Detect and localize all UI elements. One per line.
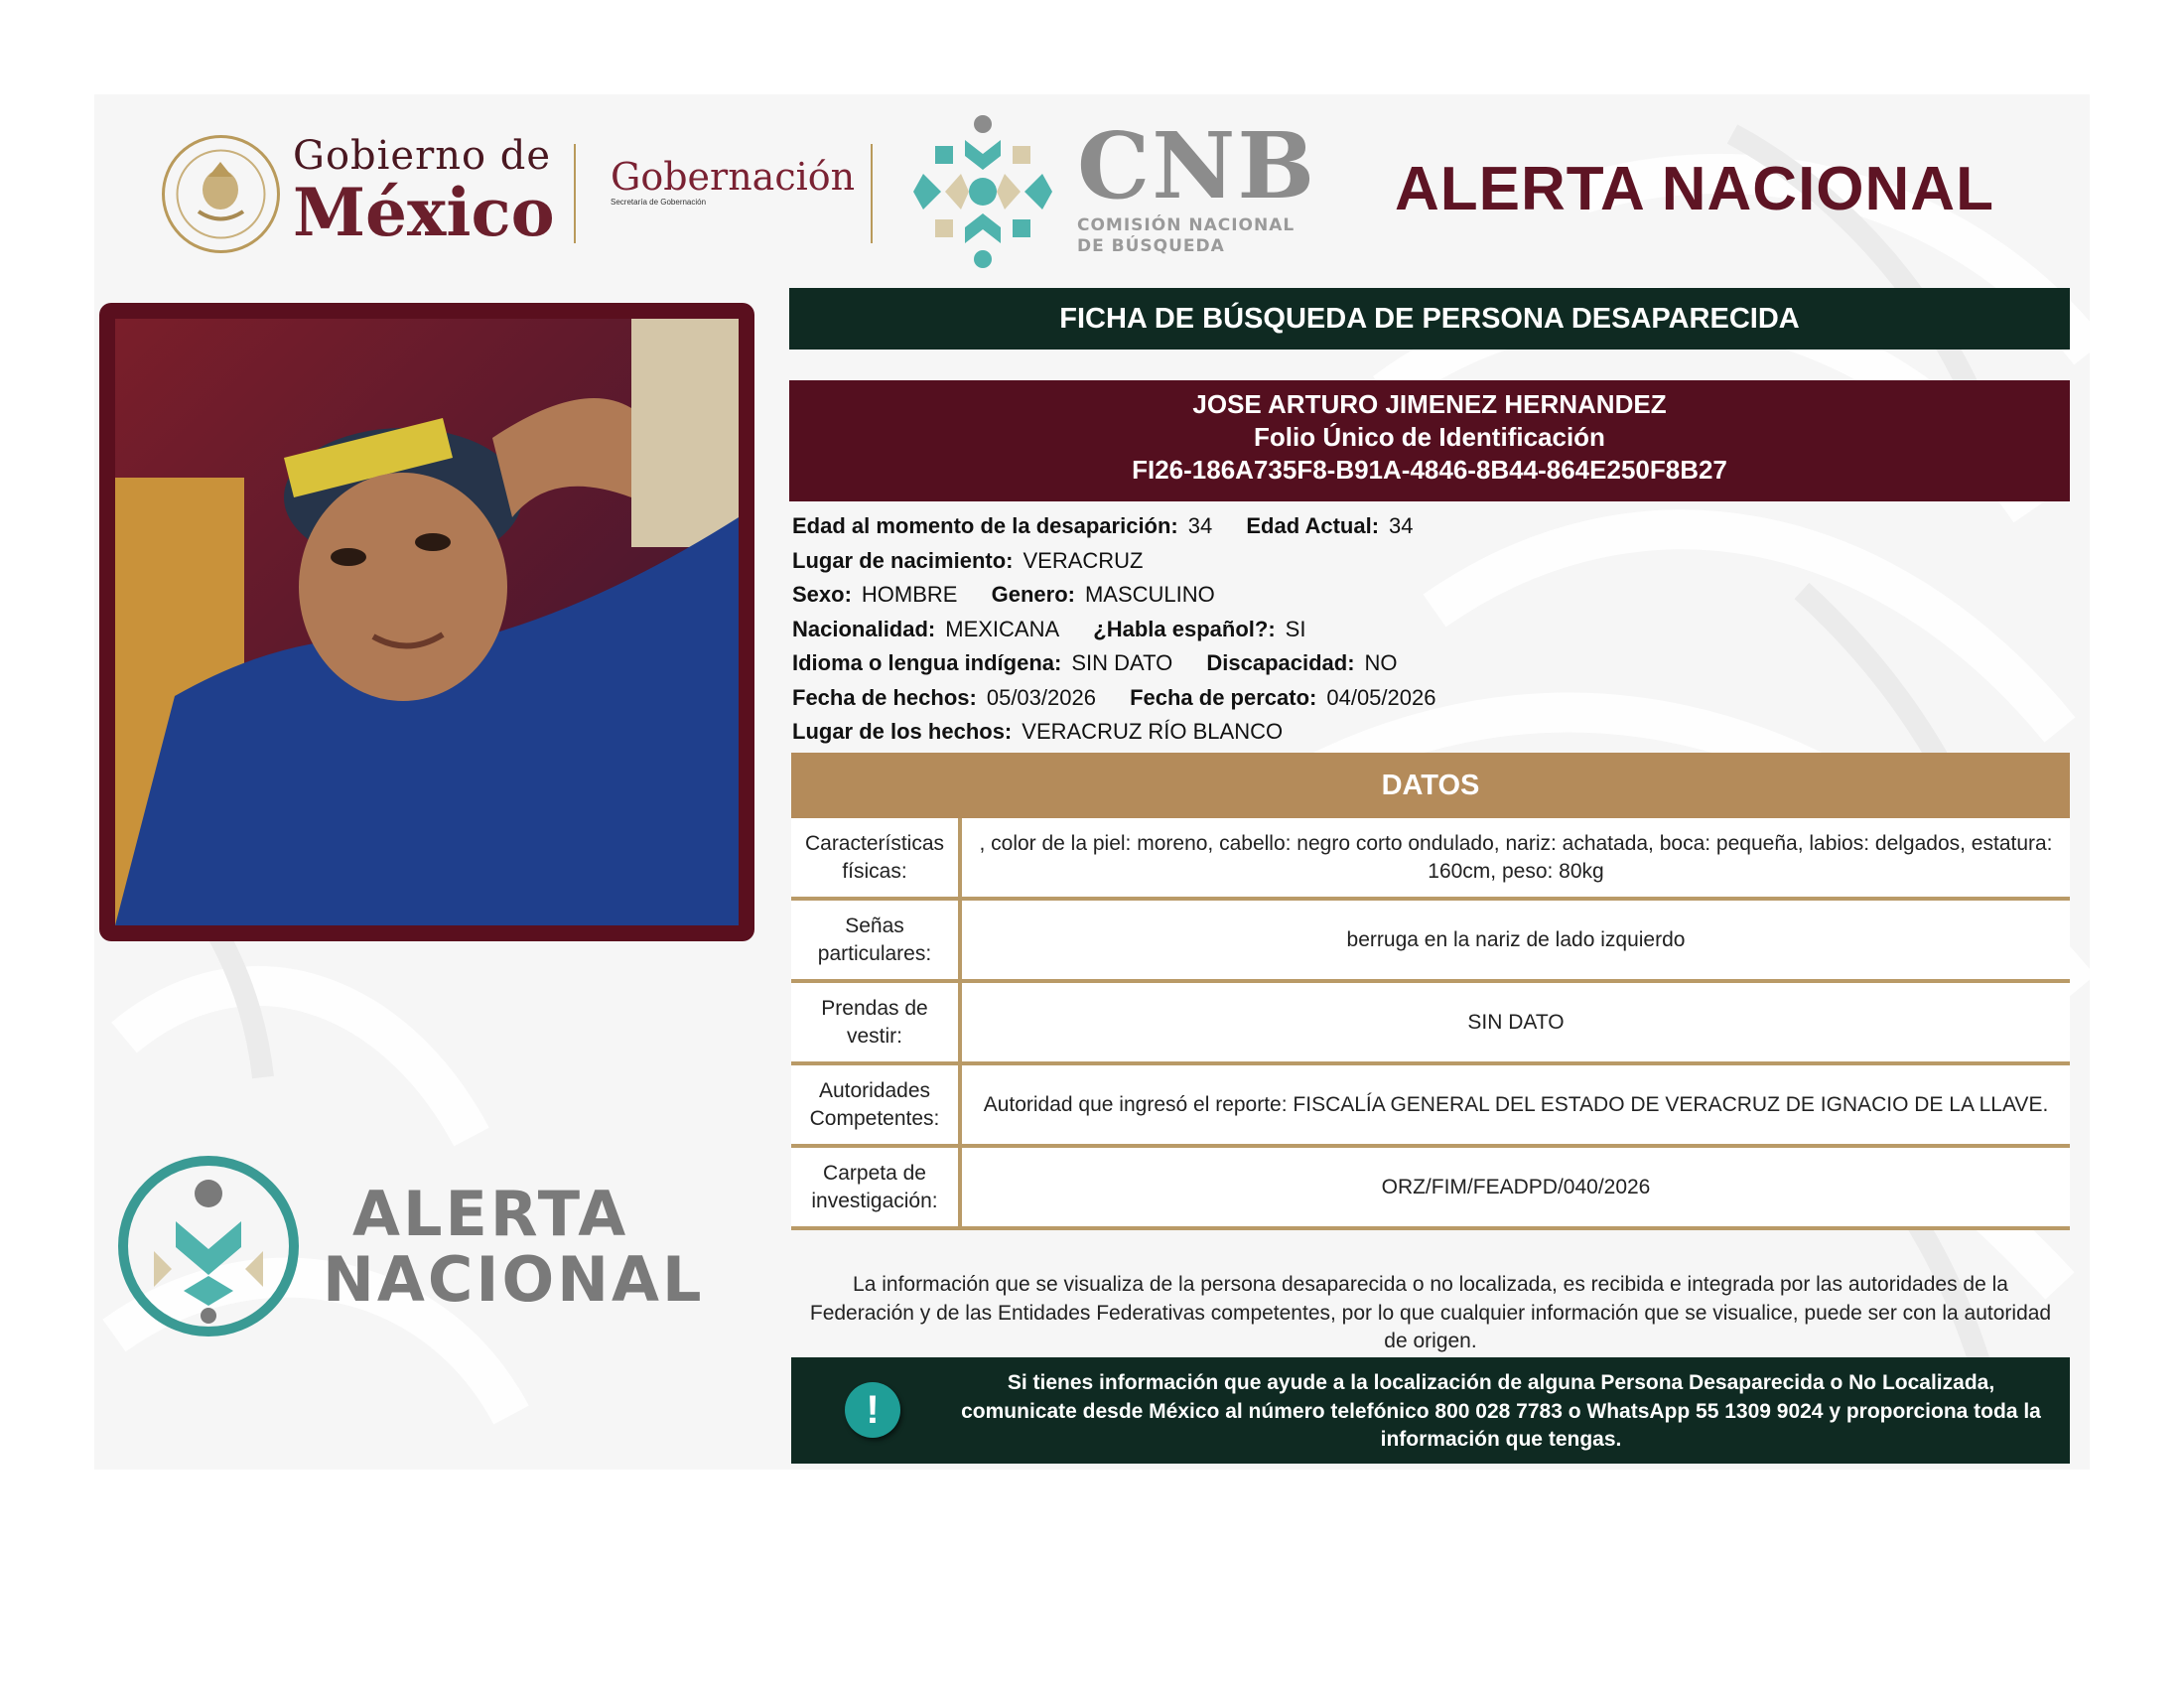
info-row (792, 544, 2073, 579)
divider (574, 144, 576, 243)
table-row (791, 901, 2070, 983)
nacionalidad-label: Nacionalidad: (792, 616, 936, 641)
idioma-label: Idioma o lengua indígena: (792, 650, 1062, 675)
edad-actual-value: 34 (1389, 513, 1414, 538)
divider (871, 144, 873, 243)
idioma-value: SIN DATO (1071, 650, 1173, 675)
folio-label: Folio Único de Identificación (1254, 422, 1605, 452)
row-key: Autoridades Competentes: (791, 1065, 962, 1144)
table-row (791, 1148, 2070, 1230)
header (94, 94, 2090, 293)
discapacidad-value: NO (1364, 650, 1398, 675)
logo-line1: ALERTA (352, 1178, 629, 1250)
fecha-hechos-value: 05/03/2026 (986, 684, 1096, 710)
row-key: Carpeta de investigación: (791, 1148, 962, 1226)
gobierno-logo (293, 133, 555, 251)
alerta-nacional-emblem-icon (114, 1152, 303, 1340)
info-row (792, 681, 2073, 716)
row-key: Características físicas: (791, 818, 962, 897)
person-photo-frame (99, 303, 754, 941)
lugar-hechos-value: VERACRUZ RÍO BLANCO (1022, 719, 1284, 744)
cnb-sub1: COMISIÓN NACIONAL (1077, 215, 1296, 235)
table-row (791, 983, 2070, 1065)
alerta-nacional-title: ALERTA NACIONAL (1395, 155, 1994, 223)
person-info (792, 509, 2073, 750)
contact-message: Si tienes información que ayude a la localización de alguna Persona Desaparecida o No Localizada, comunicate desde México al número telefónico 800 028 7783 o WhatsApp 55 1309 9024 y proporciona toda la información que tengas. (961, 1371, 2041, 1451)
gobernacion-label: Gobernación (611, 155, 856, 199)
info-row (792, 646, 2073, 681)
folio-value: FI26-186A735F8-B91A-4846-8B44-864E250F8B27 (1132, 455, 1727, 485)
row-value: ORZ/FIM/FEADPD/040/2026 (1381, 1175, 1651, 1198)
habla-espanol-label: ¿Habla español?: (1093, 616, 1276, 641)
contact-bar (791, 1357, 2070, 1464)
person-photo (115, 319, 739, 925)
row-key: Prendas de vestir: (791, 983, 962, 1061)
logo-line2: NACIONAL (323, 1243, 705, 1316)
person-photo-image (115, 319, 739, 925)
info-row (792, 509, 2073, 544)
person-name: JOSE ARTURO JIMENEZ HERNANDEZ (1192, 389, 1667, 419)
table-row (791, 818, 2070, 901)
table-row (791, 1065, 2070, 1148)
edad-desaparicion-value: 34 (1187, 513, 1213, 538)
fecha-percato-label: Fecha de percato: (1130, 684, 1317, 710)
row-value: Autoridad que ingresó el reporte: FISCALÍA GENERAL DEL ESTADO DE VERACRUZ DE IGNACIO DE LA LLAVE. (983, 1092, 2049, 1116)
row-value: , color de la piel: moreno, cabello: negro corto ondulado, nariz: achatada, boca: pequeña, labios: delgados, estatura: 160cm, peso: 80kg (979, 831, 2053, 883)
alert-sheet (94, 94, 2090, 1470)
cnb-label: CNB (1077, 112, 1317, 219)
lugar-hechos-label: Lugar de los hechos: (792, 719, 1013, 744)
cnb-logo (1077, 112, 1317, 257)
person-name-bar (789, 380, 2070, 501)
lugar-nacimiento-label: Lugar de nacimiento: (792, 547, 1014, 573)
lugar-nacimiento-value: VERACRUZ (1023, 547, 1144, 573)
national-seal-icon (159, 132, 283, 256)
fecha-hechos-label: Fecha de hechos: (792, 684, 977, 710)
datos-table (791, 818, 2070, 1230)
genero-label: Genero: (991, 582, 1075, 607)
gobernacion-sub: Secretaría de Gobernación (611, 198, 707, 207)
gobernacion-logo (611, 156, 855, 208)
genero-value: MASCULINO (1084, 582, 1215, 607)
habla-espanol-value: SI (1285, 616, 1306, 641)
ficha-title: FICHA DE BÚSQUEDA DE PERSONA DESAPARECIDA (789, 288, 2070, 350)
cnb-emblem-icon (903, 112, 1062, 271)
edad-desaparicion-label: Edad al momento de la desaparición: (792, 513, 1178, 538)
sexo-value: HOMBRE (861, 582, 958, 607)
info-row (792, 715, 2073, 750)
info-row (792, 613, 2073, 647)
discapacidad-label: Discapacidad: (1206, 650, 1355, 675)
fecha-percato-value: 04/05/2026 (1326, 684, 1436, 710)
row-key: Señas particulares: (791, 901, 962, 979)
datos-header: DATOS (791, 753, 2070, 818)
nacionalidad-value: MEXICANA (945, 616, 1060, 641)
disclaimer-text: La información que se visualiza de la persona desaparecida o no localizada, es recibida e integrada por las autoridades de la Federación y de las Entidades Federativas competentes, por lo que cualquier información que se visualice, puede ser con la autoridad de origen. (809, 1273, 2052, 1352)
row-value: berruga en la nariz de lado izquierdo (1346, 927, 1686, 951)
cnb-sub2: DE BÚSQUEDA (1077, 236, 1225, 256)
gobierno-line2: México (293, 174, 555, 251)
exclamation-icon: ! (845, 1382, 900, 1438)
row-value: SIN DATO (1467, 1010, 1565, 1034)
alerta-nacional-logo-text (323, 1178, 705, 1316)
sexo-label: Sexo: (792, 582, 852, 607)
gobierno-line1: Gobierno de (293, 133, 552, 179)
info-row (792, 578, 2073, 613)
edad-actual-label: Edad Actual: (1246, 513, 1380, 538)
